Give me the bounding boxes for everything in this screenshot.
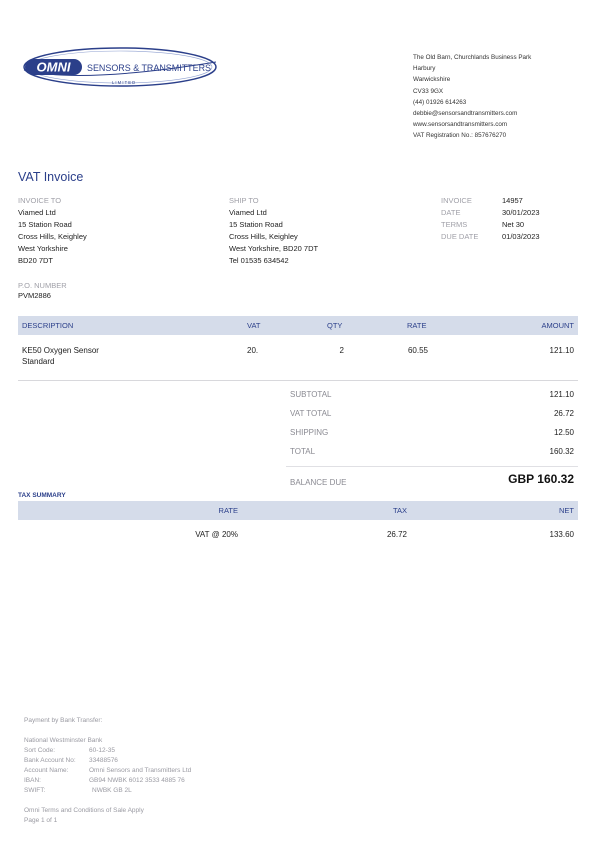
tax-summary-header (18, 501, 578, 520)
bank-account-number (24, 756, 191, 766)
bank-detail-label: IBAN: (24, 777, 41, 784)
terms-note: Omni Terms and Conditions of Sale Apply (24, 807, 144, 814)
tax-summary-title: TAX SUMMARY (18, 492, 66, 499)
items-divider (18, 380, 578, 381)
bank-detail-value: 33488576 (89, 757, 118, 764)
totals-value: 121.10 (549, 390, 574, 399)
ship-to-line: 15 Station Road (229, 220, 283, 229)
company-address-line: Warwickshire (413, 76, 451, 84)
bank-detail-value: 60-12-35 (89, 747, 116, 754)
tax-col-header-tax: TAX (392, 506, 407, 515)
ship-to-line: Viamed Ltd (229, 208, 267, 217)
logo-brand: OMNI (36, 59, 71, 75)
bank-iban (24, 776, 191, 786)
item-qty: 2 (339, 346, 344, 355)
bank-detail-value: Omni Sensors and Transmitters Ltd (89, 767, 192, 774)
balance-due-label: BALANCE DUE (290, 478, 347, 487)
item-amount: 121.10 (549, 346, 574, 355)
totals-label: VAT TOTAL (290, 409, 332, 418)
items-table-header (18, 316, 578, 335)
meta-row-date (441, 207, 540, 219)
totals-value: 12.50 (553, 428, 574, 437)
invoice-to-block (18, 195, 87, 267)
tax-rate: VAT @ 20% (195, 530, 238, 539)
omni-logo-icon (20, 40, 220, 94)
item-description-variant: Standard (22, 357, 55, 366)
po-number-label: P.O. NUMBER (18, 281, 67, 290)
ship-to-block (229, 195, 318, 267)
company-phone: (44) 01926 614263 (413, 98, 467, 106)
meta-value: 01/03/2023 (502, 232, 540, 241)
bank-detail-label: Bank Account No: (24, 757, 76, 764)
bank-name: National Westminster Bank (24, 737, 103, 744)
meta-label: DATE (441, 208, 461, 217)
bank-detail-label: Sort Code: (24, 747, 56, 754)
ship-to-line: Tel 01535 634542 (229, 256, 289, 265)
bank-detail-label: Account Name: (24, 767, 69, 774)
invoice-meta (441, 195, 540, 243)
meta-row-due-date (441, 231, 540, 243)
bank-swift (24, 786, 191, 796)
invoice-to-line: Cross Hills, Keighley (18, 232, 87, 241)
po-number-block (18, 280, 67, 302)
totals-label: SHIPPING (290, 428, 329, 437)
tax-net: 133.60 (549, 530, 574, 539)
col-header-rate: RATE (407, 321, 427, 330)
bank-detail-value: NWBK GB 2L (92, 787, 132, 794)
meta-value: 30/01/2023 (502, 208, 540, 217)
meta-value: Net 30 (502, 220, 525, 229)
invoice-to-line: Viamed Ltd (18, 208, 56, 217)
company-address-line: CV33 9GX (413, 87, 444, 95)
page-number: Page 1 of 1 (24, 817, 58, 824)
bank-detail-value: GB94 NWBK 6012 3533 4885 76 (89, 777, 185, 784)
logo-tagline: SENSORS & TRANSMITTERS (87, 63, 211, 73)
col-header-description: DESCRIPTION (22, 321, 74, 330)
table-row (18, 529, 578, 541)
company-vat-number: VAT Registration No.: 857676270 (413, 132, 507, 140)
bank-account-name (24, 766, 191, 776)
company-website: www.sensorsandtransmitters.com (413, 121, 508, 129)
tax-amount: 26.72 (386, 530, 407, 539)
invoice-to-label: INVOICE TO (18, 196, 62, 205)
balance-due-row (290, 472, 574, 492)
invoice-to-line: West Yorkshire (18, 244, 68, 253)
totals-divider (286, 466, 578, 467)
totals-value: 26.72 (553, 409, 574, 418)
tax-col-header-net: NET (559, 506, 574, 515)
company-address-line: The Old Barn, Churchlands Business Park (413, 54, 532, 61)
bank-detail-label: SWIFT: (24, 787, 46, 794)
bank-sort-code (24, 746, 191, 756)
meta-value: 14957 (502, 196, 523, 205)
col-header-amount: AMOUNT (541, 321, 574, 330)
company-email: debbie@sensorsandtransmitters.com (413, 110, 518, 118)
ship-to-line: West Yorkshire, BD20 7DT (229, 244, 319, 253)
col-header-vat: VAT (247, 321, 261, 330)
invoice-to-line: 15 Station Road (18, 220, 72, 229)
invoice-to-line: BD20 7DT (18, 256, 54, 265)
company-address-line: Harbury (413, 65, 436, 73)
totals-value: 160.32 (549, 447, 574, 456)
ship-to-line: Cross Hills, Keighley (229, 232, 298, 241)
po-number-value: PVM2886 (18, 291, 51, 300)
tax-col-header-rate: RATE (218, 506, 238, 515)
meta-row-terms (441, 219, 540, 231)
company-address (413, 52, 531, 142)
item-description: KE50 Oxygen Sensor (22, 346, 99, 355)
table-row (18, 345, 578, 371)
meta-label: DUE DATE (441, 232, 479, 241)
item-rate: 60.55 (407, 346, 428, 355)
col-header-qty: QTY (327, 321, 343, 330)
meta-label: INVOICE (441, 196, 472, 205)
meta-label: TERMS (441, 220, 468, 229)
document-title: VAT Invoice (18, 170, 84, 184)
logo-sub: L I M I T E D (112, 80, 136, 85)
meta-row-invoice (441, 195, 540, 207)
balance-due-value: GBP 160.32 (508, 472, 574, 486)
totals-label: TOTAL (290, 447, 316, 456)
company-logo (20, 40, 220, 94)
totals-label: SUBTOTAL (290, 390, 332, 399)
payment-footer (24, 716, 191, 826)
item-vat: 20. (247, 346, 259, 355)
ship-to-label: SHIP TO (229, 196, 259, 205)
payment-method: Payment by Bank Transfer: (24, 717, 103, 724)
